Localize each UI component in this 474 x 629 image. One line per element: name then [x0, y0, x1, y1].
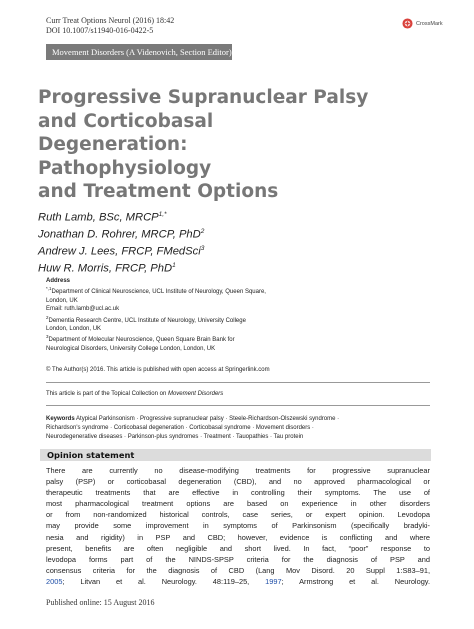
author — [38, 225, 204, 242]
affiliation-mark: *,1 — [46, 286, 52, 292]
opinion-statement — [46, 465, 430, 587]
author-affiliation-mark: 3 — [200, 245, 205, 253]
journal-header — [46, 16, 174, 36]
author — [38, 242, 204, 259]
doi[interactable]: DOI 10.1007/s11940-016-0422-5 — [46, 26, 154, 35]
author-list — [38, 208, 204, 277]
affiliation — [46, 285, 346, 296]
citation-link[interactable]: 1997 — [265, 576, 282, 586]
opinion-line: levodopa forms part of the NINDS-SPSP criteria for the diagnosis of PSP and — [46, 554, 430, 564]
divider — [46, 382, 430, 383]
keywords-line: Richardson's syndrome · Corticobasal degeneration · Corticobasal syndrome · Movement disorders · — [46, 425, 314, 432]
opinion-line: most pharmacological treatment options are based on experience in other disorders — [46, 499, 430, 509]
title-line: and Corticobasal — [38, 110, 214, 132]
title-line: Degeneration: — [38, 134, 188, 155]
opinion-line: therapeutic treatments that are effective in controlling their symptoms. The use of — [46, 488, 430, 498]
keywords-label: Keywords — [46, 416, 75, 422]
divider — [46, 405, 430, 406]
opinion-text-fragment: ; Litvan et al. Neurology. 48:119–25, — [62, 576, 266, 586]
opinion-line: may provide some improvement in symptoms of Parkinsonism (specifically bradyki- — [46, 521, 430, 531]
crossmark-badge[interactable] — [402, 18, 443, 29]
opinion-heading: Opinion statement — [40, 449, 431, 461]
opinion-line: or from non-randomized historical controls, case series, or expert opinion. Levodopa — [46, 510, 430, 520]
affiliation — [46, 333, 346, 344]
address-block — [46, 277, 346, 353]
opinion-text-fragment: ; Armstrong et al. Neurology. — [281, 576, 430, 586]
crossmark-label: CrossMark — [416, 20, 443, 27]
opinion-line: There are currently no disease-modifying treatments for progressive supranuclear — [46, 466, 430, 475]
opinion-line: palsy (PSP) or corticobasal degeneration (CBD), and no approved pharmacological or — [46, 477, 430, 487]
crossmark-icon — [402, 18, 413, 29]
author — [38, 208, 204, 225]
keywords-block — [46, 415, 426, 443]
affiliation-continued: Neurological Disorders, University College London, London, UK — [46, 345, 216, 352]
article-title — [38, 86, 458, 204]
opinion-line: nesia and rigidity) in PSP and CBD; however, evidence is conflicting and where — [46, 532, 430, 542]
address-heading: Address — [46, 278, 71, 284]
author-name: Ruth Lamb, BSc, MRCP — [38, 211, 159, 224]
affiliation-mark: 3 — [46, 334, 49, 340]
title-line: Pathophysiology — [38, 157, 212, 179]
keywords-line: Neurodegenerative diseases · Parkinson-plus syndromes · Treatment · Tauopathies · Tau protein — [46, 434, 304, 441]
title-line: Progressive Supranuclear Palsy — [38, 87, 369, 108]
author-affiliation-mark: 1 — [172, 262, 176, 270]
journal-citation: Curr Treat Options Neurol (2016) 18:42 — [46, 16, 175, 25]
keywords-text: Atypical Parkinsonism · Progressive supranuclear palsy · Steele-Richardson-Olszewski syndrome · — [74, 416, 340, 422]
affiliation-text: Department of Clinical Neuroscience, UCL Institute of Neurology, Queen Square, — [51, 289, 266, 296]
author-affiliation-mark: 2 — [200, 228, 205, 236]
opinion-line: consensus criteria for the diagnosis of CBD (Lang Mov Disord. 20 Suppl 1:S83–91, — [46, 565, 430, 575]
author-name: Andrew J. Lees, FRCP, FMedSci — [38, 246, 201, 259]
author-affiliation-mark: 1,* — [158, 211, 167, 218]
author — [38, 259, 204, 276]
copyright-notice: © The Author(s) 2016. This article is published with open access at Springerlink.com — [46, 367, 270, 373]
published-date: Published online: 15 August 2016 — [46, 598, 155, 607]
affiliation-continued: London, UK — [46, 297, 78, 304]
citation-link[interactable]: 2005 — [46, 576, 63, 586]
topical-collection-note — [46, 391, 223, 397]
author-name: Huw R. Morris, FRCP, PhD — [38, 263, 173, 276]
title-line: and Treatment Options — [38, 181, 279, 202]
topical-collection-name: Movement Disorders — [167, 391, 224, 397]
email[interactable]: Email: ruth.lamb@ucl.ac.uk — [46, 306, 120, 313]
opinion-line: present, benefits are often negligible and short lived. In fact, “poor” response to — [46, 543, 430, 553]
affiliation-mark: 2 — [46, 314, 49, 320]
opinion-line — [46, 576, 430, 587]
affiliation-text: Dementia Research Centre, UCL Institute of Neurology, University College — [48, 317, 246, 324]
section-label: Movement Disorders (A Videnovich, Section Editor) — [46, 44, 232, 60]
affiliation-text: Department of Molecular Neuroscience, Queen Square Brain Bank for — [48, 337, 235, 344]
author-name: Jonathan D. Rohrer, MRCP, PhD — [38, 228, 201, 241]
topical-prefix: This article is part of the Topical Collection on — [46, 391, 168, 397]
keywords-line — [46, 415, 426, 424]
affiliation — [46, 314, 346, 325]
affiliation-continued: London, London, UK — [46, 326, 102, 333]
